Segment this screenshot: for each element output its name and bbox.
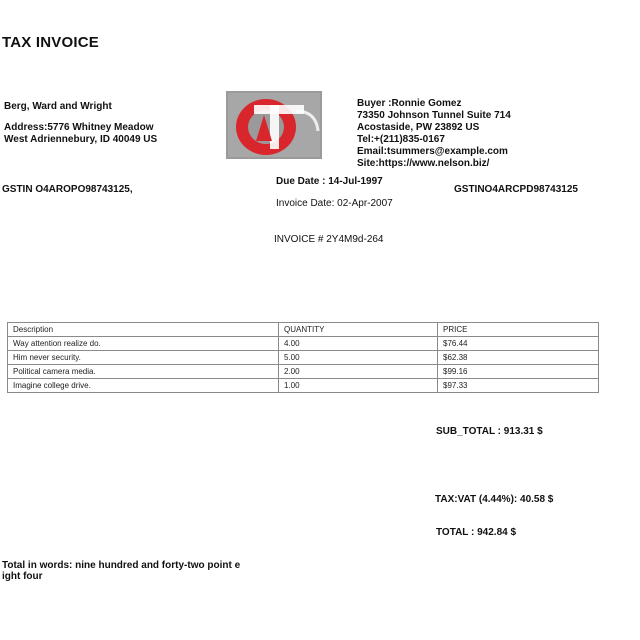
seller-address: [4, 122, 157, 146]
item-price: $62.38: [438, 351, 599, 365]
due-date: Due Date : 14-Jul-1997: [276, 176, 383, 187]
buyer-tel: Tel:+(211)835-0167: [357, 134, 445, 145]
buyer-city: Acostaside, PW 23892 US: [357, 122, 480, 133]
seller-address-line2: West Adriennebury, ID 40049 US: [4, 134, 158, 145]
column-header-quantity: QUANTITY: [279, 323, 438, 337]
document-title: TAX INVOICE: [2, 34, 99, 51]
item-quantity: 5.00: [279, 351, 438, 365]
buyer-email: Email:tsummers@example.com: [357, 146, 508, 157]
item-description: Political camera media.: [8, 365, 279, 379]
table-row: [8, 379, 599, 393]
item-description: Way attention realize do.: [8, 337, 279, 351]
item-price: $99.16: [438, 365, 599, 379]
buyer-site: Site:https://www.nelson.biz/: [357, 158, 490, 169]
table-header-row: [8, 323, 599, 337]
column-header-description: Description: [8, 323, 279, 337]
item-price: $97.33: [438, 379, 599, 393]
invoice-number: INVOICE # 2Y4M9d-264: [274, 234, 384, 245]
column-header-price: PRICE: [438, 323, 599, 337]
table-row: [8, 337, 599, 351]
seller-name: Berg, Ward and Wright: [4, 101, 112, 112]
sub-total: SUB_TOTAL : 913.31 $: [436, 426, 543, 437]
buyer-details: [357, 98, 511, 170]
item-description: Him never security.: [8, 351, 279, 365]
invoice-date: Invoice Date: 02-Apr-2007: [276, 198, 393, 209]
item-description: Imagine college drive.: [8, 379, 279, 393]
seller-address-line1: Address:5776 Whitney Meadow: [4, 122, 154, 133]
buyer-gstin: GSTINO4ARCPD98743125: [454, 184, 578, 195]
item-quantity: 4.00: [279, 337, 438, 351]
company-logo: [226, 91, 322, 159]
line-items-table: [7, 322, 599, 393]
total-in-words: Total in words: nine hundred and forty-two point eight four: [2, 560, 241, 582]
item-quantity: 2.00: [279, 365, 438, 379]
buyer-name: Buyer :Ronnie Gomez: [357, 98, 462, 109]
table-row: [8, 351, 599, 365]
buyer-street: 73350 Johnson Tunnel Suite 714: [357, 110, 511, 121]
table-row: [8, 365, 599, 379]
grand-total: TOTAL : 942.84 $: [436, 527, 517, 538]
tax-amount: TAX:VAT (4.44%): 40.58 $: [435, 494, 554, 505]
item-price: $76.44: [438, 337, 599, 351]
seller-gstin: GSTIN O4AROPO98743125,: [2, 184, 133, 195]
item-quantity: 1.00: [279, 379, 438, 393]
